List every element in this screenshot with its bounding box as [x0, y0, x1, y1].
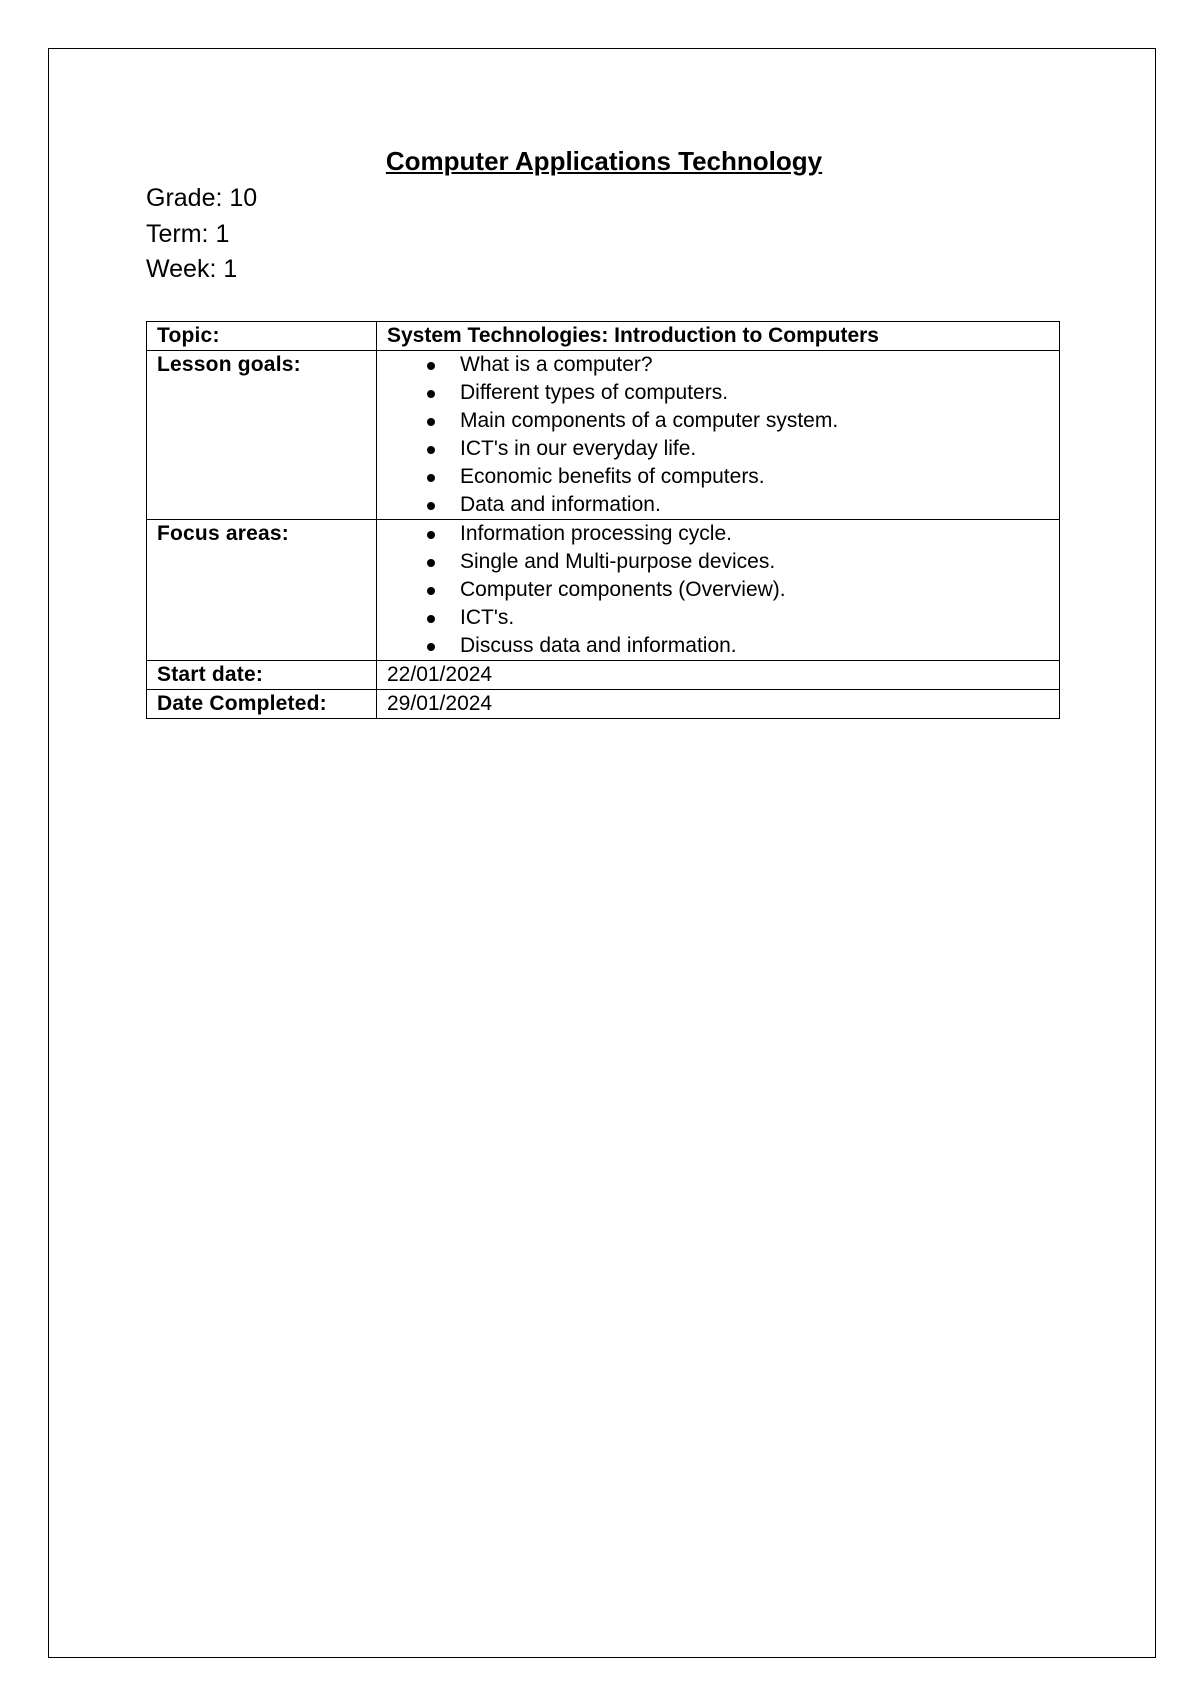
topic-value: System Technologies: Introduction to Computers	[377, 322, 1060, 351]
bullet-icon	[427, 559, 435, 567]
bullet-icon	[427, 502, 435, 510]
bullet-icon	[427, 643, 435, 651]
list-item-text: What is a computer?	[460, 353, 653, 376]
list-item	[387, 435, 1049, 463]
bullet-icon	[427, 418, 435, 426]
list-item	[387, 520, 1049, 548]
topic-label: Topic:	[147, 322, 377, 351]
list-item-text: Discuss data and information.	[460, 634, 737, 657]
list-item-text: Different types of computers.	[460, 381, 729, 404]
list-item	[387, 463, 1049, 491]
week-line: Week: 1	[146, 255, 238, 283]
list-item-text: ICT's in our everyday life.	[460, 437, 697, 460]
lesson-goals-row	[147, 351, 1060, 520]
page-border	[48, 48, 1156, 1658]
list-item-text: Data and information.	[460, 493, 661, 516]
start-date-row	[147, 661, 1060, 690]
bullet-icon	[427, 615, 435, 623]
topic-row	[147, 322, 1060, 351]
list-item	[387, 407, 1049, 435]
bullet-icon	[427, 531, 435, 539]
list-item	[387, 548, 1049, 576]
lesson-plan-table	[146, 321, 1060, 719]
list-item-text: Single and Multi-purpose devices.	[460, 550, 776, 573]
bullet-icon	[427, 446, 435, 454]
list-item	[387, 604, 1049, 632]
lesson-goals-value	[377, 351, 1060, 520]
focus-areas-label: Focus areas:	[147, 520, 377, 661]
bullet-icon	[427, 390, 435, 398]
bullet-icon	[427, 362, 435, 370]
list-item-text: Computer components (Overview).	[460, 578, 786, 601]
list-item-text: Main components of a computer system.	[460, 409, 839, 432]
date-completed-value: 29/01/2024	[377, 690, 1060, 719]
list-item-text: Economic benefits of computers.	[460, 465, 765, 488]
start-date-label: Start date:	[147, 661, 377, 690]
bullet-icon	[427, 474, 435, 482]
list-item	[387, 576, 1049, 604]
focus-areas-list	[387, 520, 1049, 660]
date-completed-row	[147, 690, 1060, 719]
list-item	[387, 351, 1049, 379]
list-item	[387, 379, 1049, 407]
focus-areas-row	[147, 520, 1060, 661]
lesson-goals-list	[387, 351, 1049, 519]
focus-areas-value	[377, 520, 1060, 661]
lesson-goals-label: Lesson goals:	[147, 351, 377, 520]
term-line: Term: 1	[146, 219, 230, 248]
document-title: Computer Applications Technology	[385, 146, 823, 176]
start-date-value: 22/01/2024	[377, 661, 1060, 690]
date-completed-label: Date Completed:	[147, 690, 377, 719]
document-meta	[146, 181, 257, 288]
list-item-text: ICT's.	[460, 606, 515, 629]
list-item	[387, 632, 1049, 660]
list-item	[387, 491, 1049, 519]
bullet-icon	[427, 587, 435, 595]
list-item-text: Information processing cycle.	[460, 522, 732, 545]
grade-line: Grade: 10	[146, 184, 258, 212]
